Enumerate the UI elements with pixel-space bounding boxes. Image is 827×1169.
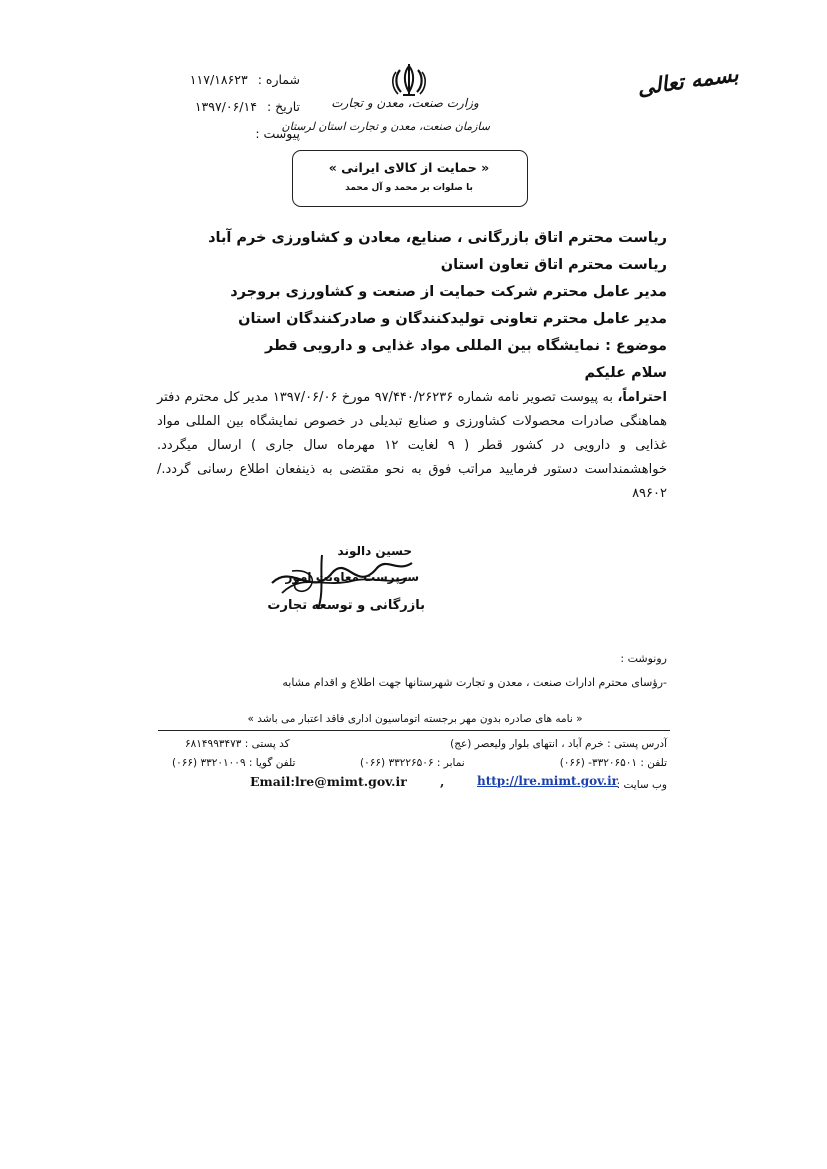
letter-date: ۱۳۹۷/۰۶/۱۴ xyxy=(194,99,257,114)
validity-notice: « نامه های صادره بدون مهر برجسته اتوماسیون اداری فاقد اعتبار می باشد » xyxy=(247,713,583,725)
body-opening: احتراماً، xyxy=(617,390,667,405)
cc-label: رونوشت : xyxy=(620,652,667,665)
website-link[interactable]: http://lre.mimt.gov.ir xyxy=(477,774,618,788)
attachment-row xyxy=(170,126,300,141)
organization-name: سازمان صنعت، معدن و تجارت استان لرستان xyxy=(281,120,490,133)
recipient-line: ریاست محترم اتاق بازرگانی ، صنایع، معادن و کشاورزی خرم آباد xyxy=(208,230,667,246)
signer-title: سرپرست معاونت امور xyxy=(285,570,419,584)
postal-address: آدرس پستی : خرم آباد ، انتهای بلوار ولیعصر (عج) xyxy=(450,738,667,750)
recipient-line: مدیر عامل محترم تعاونی تولیدکنندگان و صادرکنندگان استان xyxy=(238,311,667,327)
speaking-phone: تلفن گویا : ۳۳۲۰۱۰۰۹ (۰۶۶) xyxy=(172,757,296,769)
ministry-name: وزارت صنعت، معدن و تجارت xyxy=(331,96,479,110)
email-address: Email:lre@mimt.gov.ir xyxy=(250,774,407,789)
recipient-line: ریاست محترم اتاق تعاون استان xyxy=(440,257,667,273)
phone-number: تلفن : ۳۳۲۰۶۵۰۱- (۰۶۶) xyxy=(559,757,667,769)
signer-name: حسین دالوند xyxy=(337,544,412,558)
signer-department: بازرگانی و توسعه تجارت xyxy=(267,598,425,613)
body-text: به پیوست تصویر نامه شماره ۹۷/۴۴۰/۲۶۲۳۶ مورخ ۱۳۹۷/۰۶/۰۶ مدیر کل محترم دفتر هماهنگی صادرات محصولات کشاورزی و صنایع تبدیلی در خصوص نمایشگاه بین المللی مواد غذایی و دارویی در کشور قطر ( ۹ لغایت ۱۲ مهرماه سال جاری ) ارسال میگردد. خواهشمنداست دستور فرمایید مراتب فوق به نحو مقتضی به ذینفعان اطلاع رسانی گردد./ ۸۹۶۰۲ xyxy=(157,390,667,501)
date-row xyxy=(170,99,300,114)
letter-number: ۱۱۷/۱۸۶۲۳ xyxy=(189,72,248,87)
attachment-label: پیوست : xyxy=(255,126,300,141)
bismillah-heading: بسمه تعالی xyxy=(636,61,741,100)
slogan-subtitle: با صلوات بر محمد و آل محمد xyxy=(345,183,473,193)
slogan-title: « حمایت از کالای ایرانی » xyxy=(328,160,490,175)
cc-item: -رؤسای محترم ادارات صنعت ، معدن و تجارت شهرستانها جهت اطلاع و اقدام مشابه xyxy=(282,676,667,689)
footer-divider xyxy=(158,730,670,731)
letter-number-label: شماره : xyxy=(257,72,300,87)
letter-body xyxy=(157,386,667,506)
fax-number: نمابر : ۳۳۲۲۶۵۰۶ (۰۶۶) xyxy=(360,757,465,769)
postal-code: کد پستی : ۶۸۱۴۹۹۳۴۷۳ xyxy=(185,738,290,750)
subject-line: موضوع : نمایشگاه بین المللی مواد غذایی و دارویی قطر xyxy=(265,338,667,354)
letter-number-row xyxy=(170,72,300,87)
website-label: وب سایت : xyxy=(616,779,667,791)
greeting: سلام علیکم xyxy=(584,365,667,381)
footer-separator: , xyxy=(440,774,445,789)
recipient-line: مدیر عامل محترم شرکت حمایت از صنعت و کشاورزی بروجرد xyxy=(230,284,667,300)
slogan-box xyxy=(292,150,528,207)
date-label: تاریخ : xyxy=(266,99,300,114)
iran-emblem-icon xyxy=(384,62,434,98)
